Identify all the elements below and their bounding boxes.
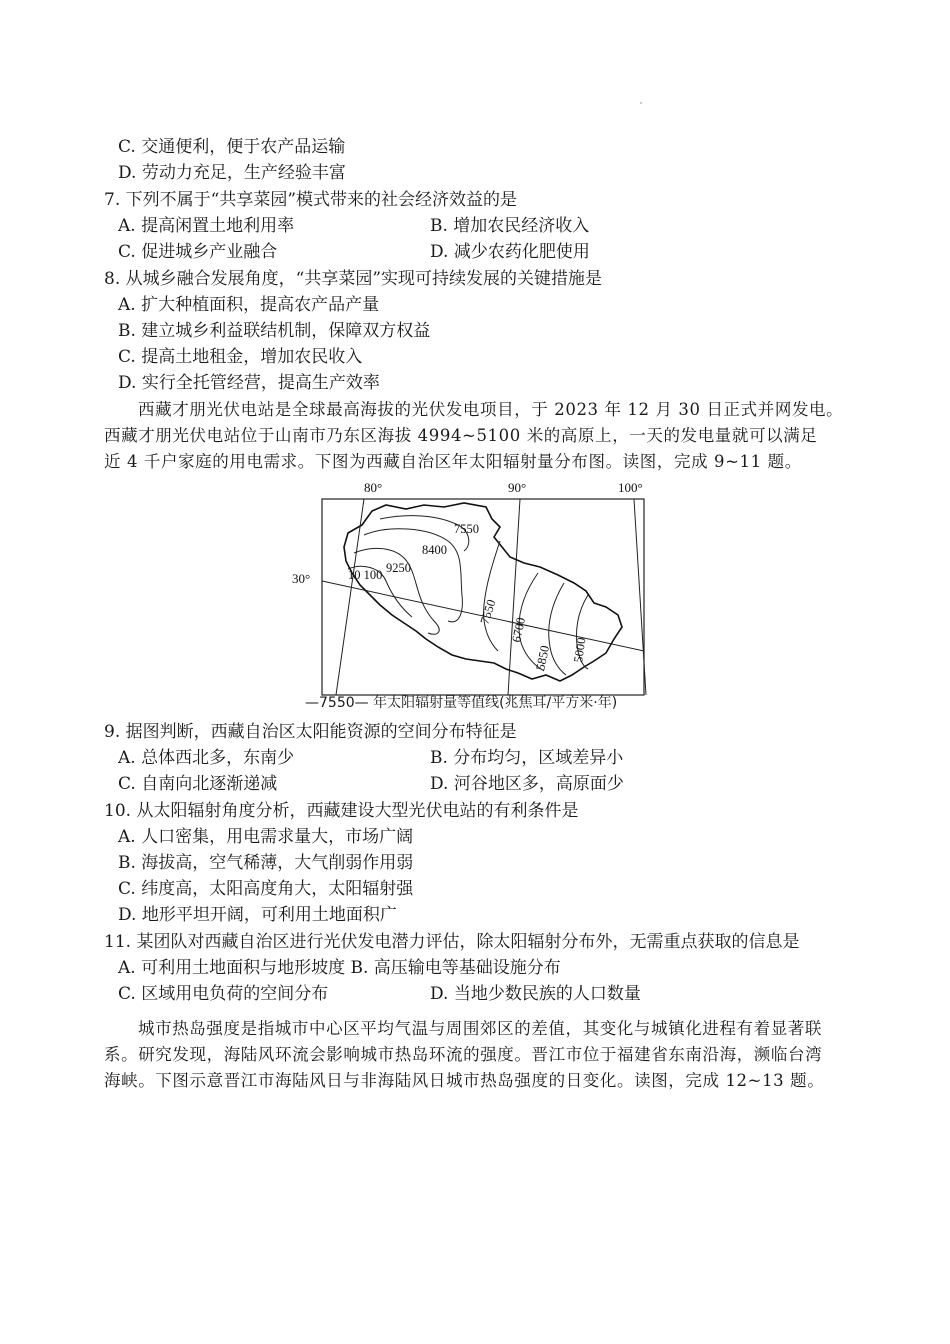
contour-label-7550-north: 7550 — [454, 522, 479, 536]
contour-label-5850: 5850 — [533, 644, 553, 672]
map-svg — [288, 475, 668, 717]
passage3-line-1: 城市热岛强度是指城市中心区平均气温与周围郊区的差值，其变化与城镇化进程有着显著联 — [138, 1019, 822, 1038]
q7-option-a: A. 提高闲置土地利用率 — [118, 216, 295, 236]
meridian-90 — [508, 499, 520, 695]
lat-label-30: 30° — [292, 571, 311, 586]
q8-option-a: A. 扩大种植面积，提高农产品产量 — [118, 295, 380, 315]
q9-option-a: A. 总体西北多，东南少 — [118, 748, 295, 768]
q11-option-ab: A. 可利用土地面积与地形坡度 B. 高压输电等基础设施分布 — [118, 958, 561, 978]
contour-7550-east — [484, 541, 500, 651]
scan-speck — [640, 102, 642, 104]
passage-line-3: 近 4 千户家庭的用电需求。下图为西藏自治区年太阳辐射量分布图。读图，完成 9~11 题。 — [104, 452, 802, 471]
q10-option-b: B. 海拔高，空气稀薄，大气削弱作用弱 — [118, 853, 414, 873]
contour-label-10100: 10 100 — [348, 568, 383, 582]
q6-option-d: D. 劳动力充足，生产经验丰富 — [118, 163, 346, 183]
q7-option-d: D. 减少农药化肥使用 — [430, 242, 590, 262]
q9-option-d: D. 河谷地区多，高原面少 — [430, 774, 624, 794]
q8-option-d: D. 实行全托管经营，提高生产效率 — [118, 373, 380, 393]
q10-stem: 10. 从太阳辐射角度分析，西藏建设大型光伏电站的有利条件是 — [104, 801, 579, 821]
q9-stem: 9. 据图判断，西藏自治区太阳能资源的空间分布特征是 — [104, 722, 517, 742]
passage3-line-3: 海峡。下图示意晋江市海陆风日与非海陆风日城市热岛强度的日变化。读图，完成 12~13 题。 — [104, 1071, 825, 1090]
contour-label-8400: 8400 — [422, 543, 447, 557]
q11-option-c: C. 区域用电负荷的空间分布 — [118, 984, 329, 1004]
contour-label-7550-east: 7550 — [477, 597, 499, 626]
q10-option-d: D. 地形平坦开阔，可利用土地面积广 — [118, 905, 397, 925]
q8-option-c: C. 提高土地租金，增加农民收入 — [118, 347, 363, 367]
q8-stem: 8. 从城乡融合发展角度，“共享菜园”实现可持续发展的关键措施是 — [104, 269, 603, 289]
q6-option-c: C. 交通便利，便于农产品运输 — [118, 137, 346, 157]
q7-stem: 7. 下列不属于“共享菜园”模式带来的社会经济效益的是 — [104, 190, 518, 210]
tibet-solar-radiation-map — [288, 475, 668, 717]
contour-label-6700: 6700 — [509, 616, 529, 644]
contour-label-5000: 5000 — [571, 636, 589, 664]
q8-option-b: B. 建立城乡利益联结机制，保障双方权益 — [118, 321, 431, 341]
passage3-line-2: 系。研究发现，海陆风环流会影响城市热岛环流的强度。晋江市位于福建省东南沿海，濒临台湾 — [104, 1045, 823, 1064]
passage-line-1: 西藏才朋光伏电站是全球最高海拔的光伏发电项目，于 2023 年 12 月 30 日正式并网发电。 — [138, 400, 844, 419]
contour-label-9250: 9250 — [386, 561, 411, 575]
passage-heat-island — [104, 1016, 864, 1094]
q7-option-c: C. 促进城乡产业融合 — [118, 242, 278, 262]
lon-label-80: 80° — [364, 480, 383, 495]
q11-option-d: D. 当地少数民族的人口数量 — [430, 984, 641, 1004]
q7-option-b: B. 增加农民经济收入 — [430, 216, 590, 236]
lon-label-100: 100° — [618, 480, 643, 495]
passage-tibet-pv — [104, 397, 864, 475]
map-legend: —7550— 年太阳辐射量等值线(兆焦耳/平方米·年) — [305, 695, 618, 711]
q10-option-a: A. 人口密集，用电需求量大，市场广阔 — [118, 827, 414, 847]
q9-option-c: C. 自南向北逐渐递减 — [118, 774, 278, 794]
contour-5850 — [549, 583, 566, 675]
lon-label-90: 90° — [508, 480, 527, 495]
meridian-80 — [336, 499, 364, 695]
q10-option-c: C. 纬度高，太阳高度角大，太阳辐射强 — [118, 879, 414, 899]
map-frame — [322, 499, 644, 695]
q11-stem: 11. 某团队对西藏自治区进行光伏发电潜力评估，除太阳辐射分布外，无需重点获取的信息是 — [104, 932, 800, 952]
passage-line-2: 西藏才朋光伏电站位于山南市乃东区海拔 4994~5100 米的高原上，一天的发电量就可以满足 — [104, 426, 818, 445]
q9-option-b: B. 分布均匀，区域差异小 — [430, 748, 624, 768]
